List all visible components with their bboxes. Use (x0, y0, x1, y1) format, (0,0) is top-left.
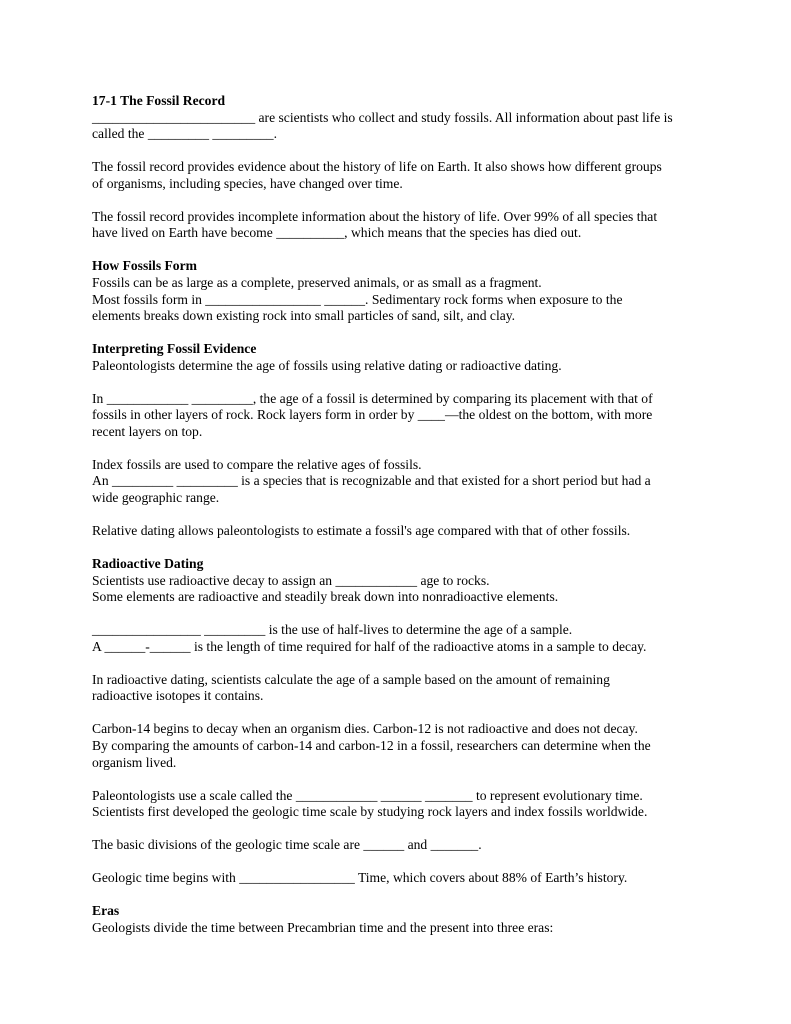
paragraph (92, 275, 712, 325)
text-line: Carbon-14 begins to decay when an organism dies. Carbon-12 is not radioactive and does not decay. (92, 721, 638, 737)
worksheet-content (92, 93, 712, 953)
section-radioactive-dating (92, 556, 712, 887)
text-line: organism lived. (92, 754, 177, 770)
paragraph (92, 870, 712, 887)
paragraph (92, 358, 712, 375)
section-how-fossils-form (92, 258, 712, 324)
text-line: The fossil record provides evidence about the history of life on Earth. It also shows how different groups (92, 159, 662, 175)
text-line: An _________ _________ is a species that is recognizable and that existed for a short period but had a (92, 473, 651, 489)
section-eras (92, 903, 712, 936)
section-heading: Interpreting Fossil Evidence (92, 341, 257, 357)
text-line: The basic divisions of the geologic time scale are ______ and _______. (92, 837, 482, 853)
paragraph (92, 721, 712, 771)
section-heading: Eras (92, 903, 120, 919)
paragraph (92, 457, 712, 507)
text-line: Most fossils form in _________________ ______. Sedimentary rock forms when exposure to the (92, 291, 623, 307)
text-line: By comparing the amounts of carbon-14 and carbon-12 in a fossil, researchers can determine when the (92, 737, 651, 753)
paragraph (92, 622, 712, 655)
text-line: Fossils can be as large as a complete, preserved animals, or as small as a fragment. (92, 274, 542, 290)
paragraph (92, 920, 712, 937)
text-line: wide geographic range. (92, 490, 220, 506)
text-line: Paleontologists determine the age of fossils using relative dating or radioactive dating. (92, 357, 562, 373)
section-interpreting-fossil-evidence (92, 341, 712, 540)
text-line: Index fossils are used to compare the relative ages of fossils. (92, 456, 422, 472)
text-line: Scientists first developed the geologic time scale by studying rock layers and index fossils worldwide. (92, 804, 648, 820)
section-heading: How Fossils Form (92, 258, 197, 274)
text-line: Some elements are radioactive and steadily break down into nonradioactive elements. (92, 589, 559, 605)
text-line: of organisms, including species, have changed over time. (92, 175, 403, 191)
text-line: radioactive isotopes it contains. (92, 688, 264, 704)
paragraph (92, 159, 712, 192)
text-line: Geologic time begins with _________________ Time, which covers about 88% of Earth’s history. (92, 870, 628, 886)
text-line: Geologists divide the time between Precambrian time and the present into three eras: (92, 919, 554, 935)
text-line: ________________ _________ is the use of half-lives to determine the age of a sample. (92, 622, 573, 638)
text-line: called the _________ _________. (92, 126, 277, 142)
section-heading: 17-1 The Fossil Record (92, 93, 226, 108)
section-fossil-record (92, 93, 712, 242)
text-line: The fossil record provides incomplete information about the history of life. Over 99% of all species that (92, 208, 658, 224)
text-line: A ______-______ is the length of time required for half of the radioactive atoms in a sample to decay. (92, 638, 647, 654)
section-heading: Radioactive Dating (92, 556, 204, 571)
text-line: ________________________ are scientists who collect and study fossils. All information about past life is (92, 109, 673, 125)
text-line: In ____________ _________, the age of a fossil is determined by comparing its placement with that of (92, 390, 653, 406)
paragraph (92, 837, 712, 854)
text-line: elements breaks down existing rock into small particles of sand, silt, and clay. (92, 308, 516, 324)
text-line: have lived on Earth have become __________, which means that the species has died out. (92, 225, 582, 241)
paragraph (92, 110, 712, 143)
text-line: Paleontologists use a scale called the ____________ ______ _______ to represent evolutionary time. (92, 787, 643, 803)
text-line: fossils in other layers of rock. Rock layers form in order by ____—the oldest on the bottom, with more (92, 407, 653, 423)
paragraph (92, 672, 712, 705)
text-line: recent layers on top. (92, 423, 203, 439)
text-line: Scientists use radioactive decay to assign an ____________ age to rocks. (92, 572, 490, 588)
paragraph (92, 523, 712, 540)
paragraph (92, 391, 712, 441)
paragraph (92, 573, 712, 606)
paragraph (92, 788, 712, 821)
text-line: In radioactive dating, scientists calculate the age of a sample based on the amount of remaining (92, 671, 610, 687)
text-line: Relative dating allows paleontologists to estimate a fossil's age compared with that of other fossils. (92, 523, 631, 539)
paragraph (92, 209, 712, 242)
